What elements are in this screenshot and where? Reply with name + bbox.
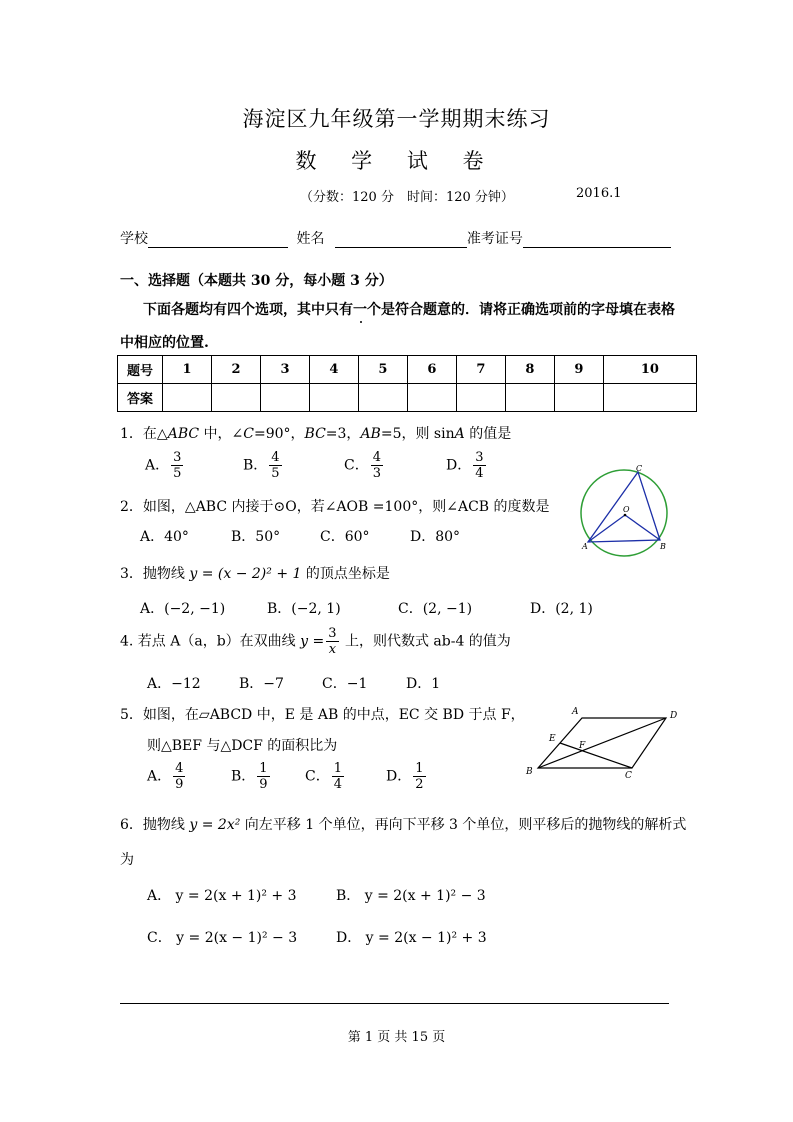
exam-subtitle [0,145,793,175]
q2-option-a[interactable]: A．40° [140,529,189,545]
denominator: 5 [271,466,280,481]
col-number: 9 [554,356,603,384]
section-instruction-line2: 中相应的位置. [120,335,209,351]
row-label-number: 题号 [118,356,163,384]
answer-cell[interactable] [260,384,309,412]
q1-option-a[interactable] [145,450,185,481]
col-number: 4 [309,356,358,384]
footer-divider [120,1003,669,1004]
q1-var: C [243,426,254,442]
q4-number: 4. [120,633,134,650]
question-6 [120,814,686,834]
numerator: 3 [328,626,337,641]
option-label: C． [344,457,369,474]
col-number: 2 [211,356,260,384]
numerator: 4 [372,450,381,465]
q1-var: A [454,426,465,442]
label-c: C [625,771,632,780]
denominator: 2 [415,777,424,792]
numerator: 1 [415,761,424,776]
col-number: 3 [260,356,309,384]
q5-option-d[interactable] [386,761,428,792]
q4-text: 上，则代数式 ab-4 的值为 [340,633,511,650]
denominator: 9 [175,777,184,792]
q3-option-d[interactable]: D．(2, 1) [530,601,593,617]
fraction [332,761,344,792]
q6-option-d[interactable]: D． y = 2(x − 1)² + 3 [336,930,487,946]
question-4 [120,626,511,657]
q1-var: ABC [167,426,200,442]
fraction [473,450,485,481]
instruction-part-b: 个是符合题意的．请将正确选项前的字母填在表格 [367,302,675,318]
q3-option-a[interactable]: A．(−2, −1) [140,601,226,617]
circle-figure [576,462,676,558]
answer-cell[interactable] [603,384,696,412]
row-label-answer: 答案 [118,384,163,412]
q6-option-c[interactable]: C． y = 2(x − 1)² − 3 [147,930,298,946]
question-5 [120,704,525,724]
option-label: C． [305,768,330,785]
q4-fraction [326,626,338,657]
option-label: D． [386,768,412,785]
q5-option-b[interactable] [231,761,272,792]
q1-text: 中，∠ [199,426,244,442]
fraction [413,761,425,792]
parallelogram-figure [520,704,685,780]
label-d: D [670,711,678,721]
label-o: O [623,505,630,514]
radii-oa-ob [588,515,660,542]
question-1 [120,423,511,443]
q6-number: 6． [120,817,143,833]
q1-option-c[interactable] [344,450,385,481]
diagonal-bd [538,718,666,768]
q5-option-c[interactable] [305,761,346,792]
student-info-row [120,228,671,248]
label-c: C [636,464,643,473]
denominator: 4 [475,466,484,481]
numerator: 3 [173,450,182,465]
numerator: 4 [175,761,184,776]
score-time: （分数：120 分 时间：120 分钟） [300,190,514,205]
q3-formula: y = (x − 2)² + 1 [189,566,302,582]
q1-text: =5，则 sin [380,426,455,442]
numerator: 1 [259,761,268,776]
q6-text: 抛物线 [142,817,190,833]
option-label: D． [446,457,472,474]
answer-row [118,384,697,412]
numerator: 4 [271,450,280,465]
question-6-line2: 为 [120,852,134,868]
q5-number: 5． [120,707,143,723]
answer-cell[interactable] [163,384,212,412]
q6-text: 向左平移 1 个单位，再向下平移 3 个单位，则平移后的抛物线的解析式 [240,817,687,833]
q3-number: 3． [120,566,143,582]
col-number: 5 [358,356,407,384]
instruction-part-a: 下面各题均有四个选项，其中只有 [143,302,353,318]
q3-option-c[interactable]: C．(2, −1) [398,601,473,617]
school-field[interactable] [148,232,288,248]
q1-text: 的值是 [464,426,512,442]
numerator: 1 [333,761,342,776]
name-field[interactable] [335,232,467,248]
fraction [371,450,383,481]
q4-text: 若点 A（a，b）在双曲线 [133,633,301,650]
col-number: 6 [407,356,456,384]
q5-option-a[interactable] [147,761,187,792]
q1-var: AB [360,426,381,442]
exam-id-field[interactable] [523,232,671,248]
answer-cell[interactable] [309,384,358,412]
denominator: 9 [259,777,268,792]
q1-option-d[interactable] [446,450,488,481]
q4-option-b[interactable]: B．−7 [239,676,284,692]
q3-text: 抛物线 [142,566,190,582]
option-label: B． [231,768,256,785]
section-instruction [143,299,675,319]
answer-cell[interactable] [407,384,456,412]
fraction [171,450,183,481]
option-label: A． [147,768,172,785]
q2-option-d[interactable]: D．80° [410,529,461,545]
q3-option-b[interactable]: B．(−2, 1) [267,601,341,617]
q4-option-a[interactable]: A．−12 [147,676,201,692]
q1-var: BC [304,426,326,442]
q1-text: =90°， [253,426,305,442]
q3-text: 的顶点坐标是 [301,566,390,582]
denominator: 4 [333,777,342,792]
answer-cell[interactable] [505,384,554,412]
answer-cell[interactable] [554,384,603,412]
label-a: A [572,707,579,717]
label-f: F [579,741,586,751]
q6-formula: y = 2x² [189,817,241,833]
q2-option-b[interactable]: B．50° [231,529,281,545]
answer-cell[interactable] [456,384,505,412]
q2-number: 2． [120,499,143,515]
instruction-emphasis: 一 [353,302,367,318]
question-3 [120,563,390,583]
q1-option-b[interactable] [243,450,284,481]
q1-text: =3， [325,426,361,442]
center-point [624,514,627,517]
fraction [173,761,185,792]
option-label: B． [243,457,268,474]
section-title: 一、选择题（本题共 30 分，每小题 3 分） [120,273,393,289]
denominator: 5 [173,466,182,481]
exam-date: 2016.1 [576,186,622,201]
exam-title: 海淀区九年级第一学期期末练习 [242,107,551,131]
label-b: B [660,542,666,551]
q2-option-c[interactable]: C．60° [320,529,370,545]
q6-option-a[interactable]: A． y = 2(x + 1)² + 3 [147,888,297,904]
label-a: A [582,542,588,551]
fraction [269,450,281,481]
answer-cell[interactable] [211,384,260,412]
q4-option-d[interactable]: D．1 [406,676,441,692]
question-number-row [118,356,697,384]
exam-id-label: 准考证号 [466,231,523,247]
col-number: 1 [163,356,212,384]
question-5-line2: 则△BEF 与△DCF 的面积比为 [147,738,338,754]
q1-text: 在△ [142,426,168,442]
q5-text: 如图，在▱ABCD 中，E 是 AB 的中点，EC 交 BD 于点 F， [142,707,525,723]
col-number: 8 [505,356,554,384]
answer-table [117,355,697,412]
q4-option-c[interactable]: C．−1 [322,676,368,692]
q1-number: 1． [120,426,143,442]
numerator: 3 [475,450,484,465]
denominator: x [328,642,337,657]
exam-info [300,186,622,205]
name-label: 姓名 [296,231,325,247]
label-b: B [526,767,533,777]
col-number: 7 [456,356,505,384]
subtitle-text: 数 学 试 卷 [295,149,498,173]
option-label: A． [145,457,170,474]
school-label: 学校 [120,231,148,247]
denominator: 3 [372,466,381,481]
q4-formula: y = [300,633,325,650]
answer-cell[interactable] [358,384,407,412]
label-e: E [549,734,556,744]
fraction [257,761,269,792]
page-number: 第 1 页 共 15 页 [347,1030,446,1045]
q2-text: 如图，△ABC 内接于⊙O，若∠AOB =100°，则∠ACB 的度数是 [142,499,550,515]
col-number: 10 [603,356,696,384]
q6-option-b[interactable]: B． y = 2(x + 1)² − 3 [336,888,486,904]
question-2 [120,496,550,516]
